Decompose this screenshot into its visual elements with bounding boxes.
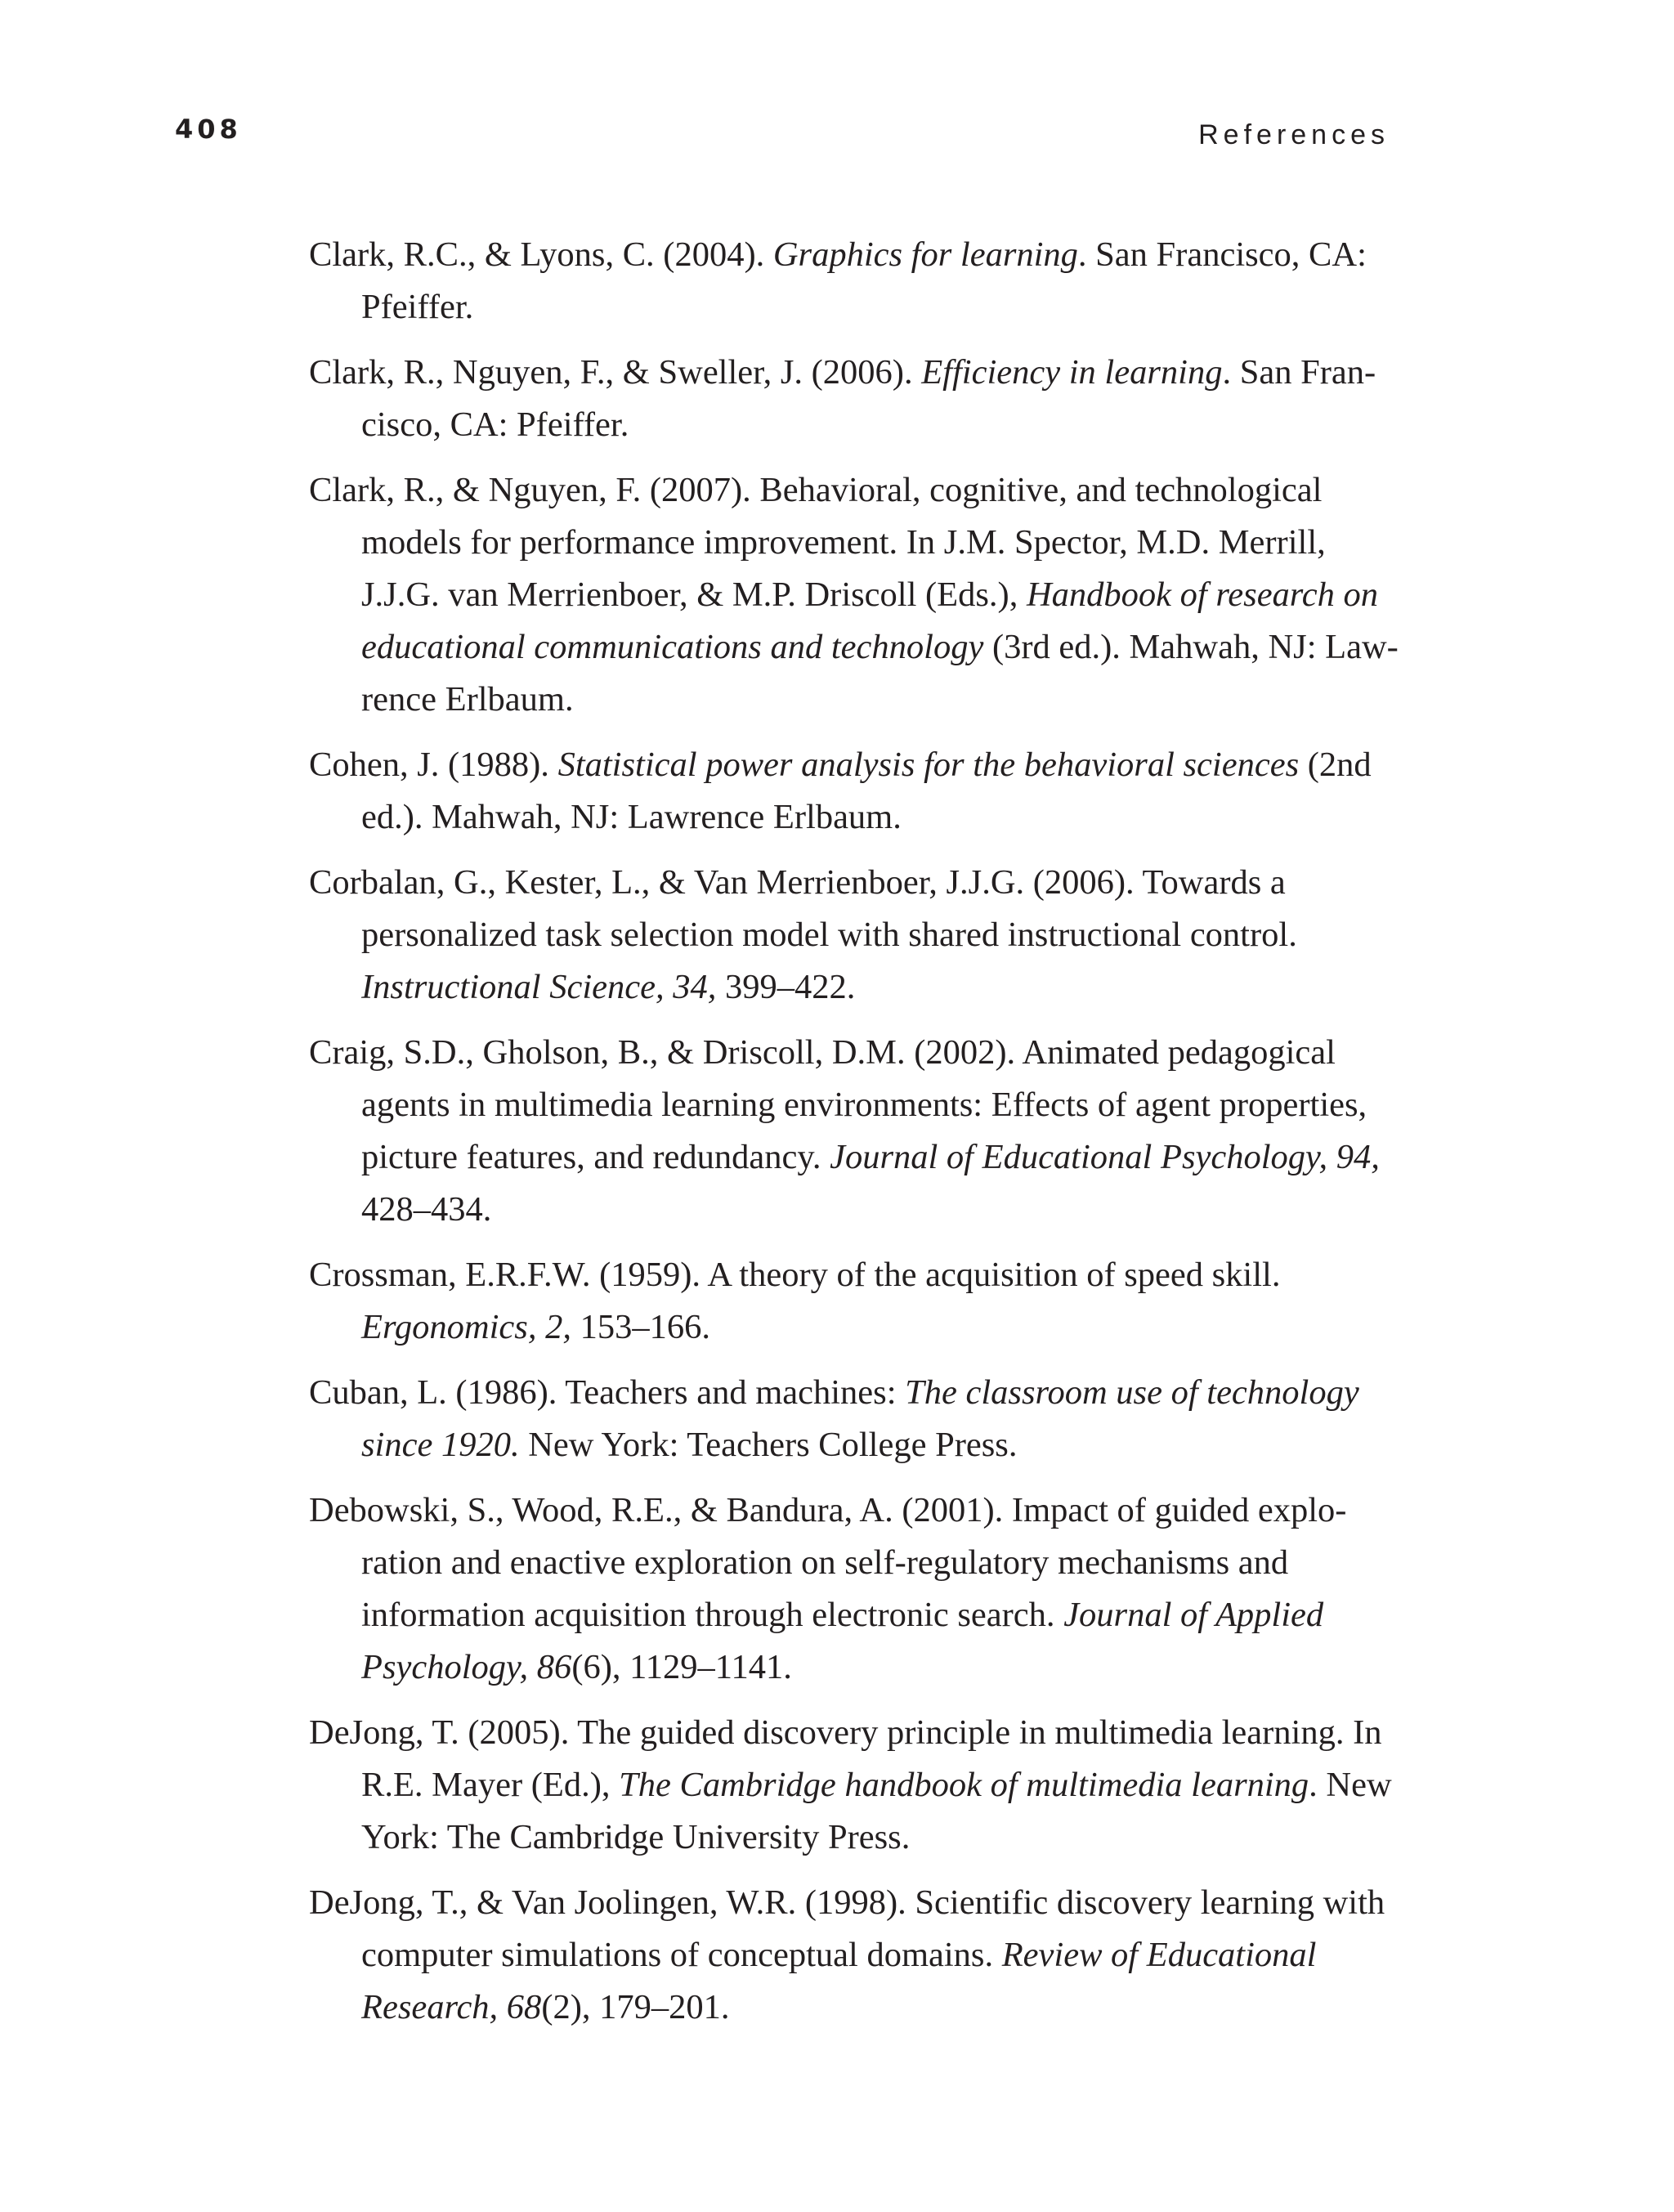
reference-text: Corbalan, G., Kester, L., & Van Merrienboer, J.J.G. (2006). Towards a personalized task selection model with shared instructional control. bbox=[309, 863, 1297, 954]
reference-text: Clark, R., & Nguyen, F. (2007). Behavioral, cognitive, and technological models for performance improvement. In J.M. Spector, M.D. Merrill, J.J.G. van Merrienboer, & M.P. Driscoll (Eds.), bbox=[309, 471, 1326, 614]
reference-text: New York: Teachers College Press. bbox=[519, 1426, 1018, 1464]
reference-entry bbox=[309, 739, 1404, 844]
reference-entry bbox=[309, 1877, 1404, 2034]
reference-entry bbox=[309, 857, 1404, 1014]
reference-text: Crossman, E.R.F.W. (1959). A theory of the acquisition of speed skill. bbox=[309, 1256, 1281, 1294]
reference-text: (6), 1129–1141. bbox=[571, 1648, 792, 1686]
reference-text: DeJong, T., & Van Joolingen, W.R. (1998). Scientific discovery learning with computer simulations of conceptual domains. bbox=[309, 1883, 1385, 1974]
reference-text: 153–166. bbox=[571, 1308, 710, 1346]
page-number: 408 bbox=[175, 114, 242, 145]
reference-entry bbox=[309, 464, 1404, 726]
reference-text: Cuban, L. (1986). Teachers and machines: bbox=[309, 1373, 906, 1412]
reference-text: . San Francisco, CA: Pfeiffer. bbox=[361, 235, 1367, 326]
reference-text: . New York: The Cambridge University Press. bbox=[361, 1766, 1392, 1856]
reference-entry bbox=[309, 347, 1404, 451]
reference-entry bbox=[309, 1707, 1404, 1864]
reference-text: DeJong, T. (2005). The guided discovery principle in multimedia learning. In R.E. Mayer (Ed.), bbox=[309, 1713, 1382, 1804]
reference-text: (2), 179–201. bbox=[541, 1988, 730, 2026]
reference-title: The classroom use of technology since 1920. bbox=[361, 1373, 1359, 1464]
reference-text: Cohen, J. (1988). bbox=[309, 746, 558, 784]
reference-text: 428–434. bbox=[361, 1190, 492, 1229]
reference-text: Clark, R., Nguyen, F., & Sweller, J. (2006). bbox=[309, 353, 922, 392]
reference-title: Graphics for learning bbox=[772, 235, 1078, 274]
reference-entry bbox=[309, 1027, 1404, 1236]
reference-text: Craig, S.D., Gholson, B., & Driscoll, D.M. (2002). Animated pedagogical agents in multimedia learning environments: Effects of agent properties, picture features, and redundancy. bbox=[309, 1033, 1367, 1176]
reference-text: 399–422. bbox=[716, 968, 856, 1006]
reference-entry bbox=[309, 1484, 1404, 1694]
reference-text: Clark, R.C., & Lyons, C. (2004). bbox=[309, 235, 773, 274]
reference-text: Debowski, S., Wood, R.E., & Bandura, A. (2001). Impact of guided exploration and enactive exploration on self-regulatory mechanisms and information acquisition through electronic search. bbox=[309, 1491, 1347, 1634]
reference-list bbox=[309, 229, 1404, 2047]
reference-title: Efficiency in learning bbox=[921, 353, 1223, 392]
reference-title: Instructional Science, 34, bbox=[361, 968, 717, 1006]
reference-text: (2nd ed.). Mahwah, NJ: Lawrence Erlbaum. bbox=[361, 746, 1372, 836]
reference-title: Review of Educational Research, 68 bbox=[361, 1936, 1317, 2026]
reference-title: Journal of Applied Psychology, 86 bbox=[361, 1596, 1324, 1686]
reference-text: (3rd ed.). Mahwah, NJ: Lawrence Erlbaum. bbox=[361, 628, 1399, 719]
reference-text: . San Francisco, CA: Pfeiffer. bbox=[361, 353, 1376, 444]
reference-title: Ergonomics, 2, bbox=[361, 1308, 571, 1346]
reference-entry bbox=[309, 1367, 1404, 1471]
reference-title: Handbook of research on educational communications and technology bbox=[361, 575, 1379, 666]
running-head: References bbox=[1198, 119, 1390, 150]
reference-entry bbox=[309, 1249, 1404, 1354]
reference-title: The Cambridge handbook of multimedia learning bbox=[619, 1766, 1309, 1804]
reference-title: Statistical power analysis for the behavioral sciences bbox=[557, 746, 1300, 784]
reference-title: Journal of Educational Psychology, 94, bbox=[830, 1138, 1380, 1176]
reference-entry bbox=[309, 229, 1404, 334]
